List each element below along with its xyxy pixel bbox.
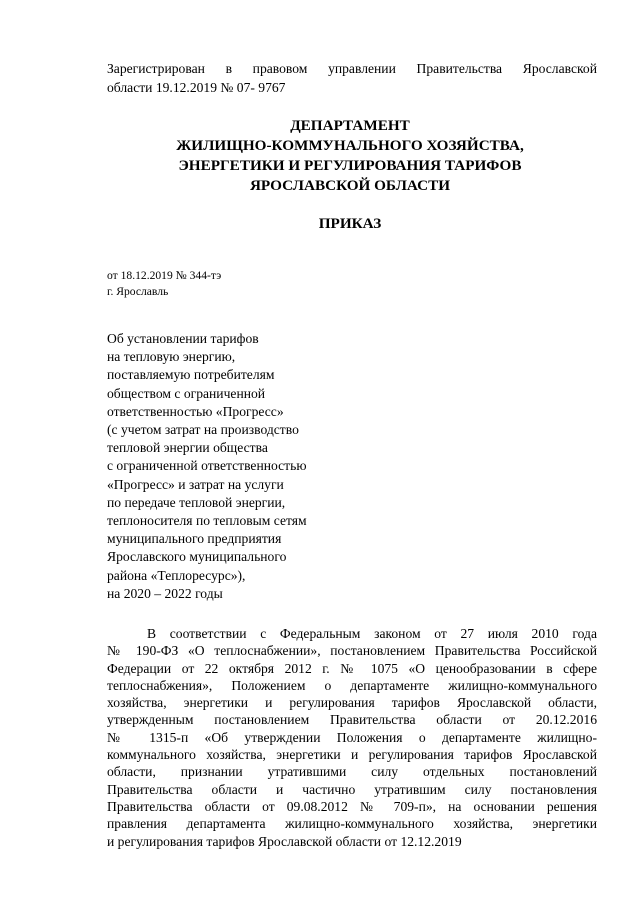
department-line-3: ЭНЕРГЕТИКИ И РЕГУЛИРОВАНИЯ ТАРИФОВ bbox=[178, 157, 522, 174]
body-line: Федерации от 22 октября 2012 г. № 1075 «О ценообразовании в сфере bbox=[107, 660, 597, 676]
body-line: В соответствии с Федеральным законом от 27 июля 2010 года bbox=[147, 626, 597, 641]
subject-line: с ограниченной ответственностью bbox=[107, 458, 307, 474]
body-line: Правительства области от 09.08.2012 № 709-п», на основании решения bbox=[107, 798, 597, 814]
registration-line-2: области 19.12.2019 № 07- 9767 bbox=[107, 80, 286, 95]
subject-line: теплоносителя по тепловым сетям bbox=[107, 513, 307, 529]
body-line: № 190-ФЗ «О теплоснабжении», постановлением Правительства Российской bbox=[107, 643, 597, 659]
subject-line: по передаче тепловой энергии, bbox=[107, 494, 286, 510]
department-line-4: ЯРОСЛАВСКОЙ ОБЛАСТИ bbox=[249, 177, 451, 194]
subject-line: обществом с ограниченной bbox=[107, 385, 266, 401]
preamble-paragraph bbox=[107, 625, 597, 850]
body-line: хозяйства, энергетики и регулирования тарифов Ярославской области, bbox=[107, 695, 597, 711]
subject-line: тепловой энергии общества bbox=[107, 440, 268, 456]
body-line: № 1315-п «Об утверждении Положения о департаменте жилищно- bbox=[107, 729, 597, 745]
subject-line: на 2020 – 2022 годы bbox=[107, 585, 223, 601]
department-line-2: ЖИЛИЩНО-КОММУНАЛЬНОГО ХОЗЯЙСТВА, bbox=[176, 137, 524, 154]
subject-line: муниципального предприятия bbox=[107, 531, 282, 547]
order-title: ПРИКАЗ bbox=[318, 215, 382, 232]
body-line: области, признании утратившими силу отдельных постановлений bbox=[107, 764, 597, 780]
registration-line-1: Зарегистрирован в правовом управлении Правительства Ярославской bbox=[107, 61, 597, 76]
body-line: правления департамента жилищно-коммунального хозяйства, энергетики bbox=[107, 816, 597, 832]
subject-line: поставляемую потребителям bbox=[107, 367, 275, 383]
order-city: г. Ярославль bbox=[107, 285, 169, 298]
subject-line: района «Теплоресурс»), bbox=[107, 567, 246, 583]
order-date-block bbox=[107, 268, 221, 300]
subject-line: (с учетом затрат на производство bbox=[107, 422, 299, 438]
body-line: коммунального хозяйства, энергетики и регулирования тарифов Ярославской bbox=[107, 747, 597, 763]
body-line: и регулирования тарифов Ярославской области от 12.12.2019 bbox=[107, 833, 462, 849]
subject-line: Об установлении тарифов bbox=[107, 331, 259, 346]
subject-line: ответственностью «Прогресс» bbox=[107, 403, 284, 419]
department-line-1: ДЕПАРТАМЕНТ bbox=[290, 117, 410, 134]
body-line: утвержденным постановлением Правительства области от 20.12.2016 bbox=[107, 712, 597, 728]
subject-line: на тепловую энергию, bbox=[107, 349, 236, 365]
subject-line: «Прогресс» и затрат на услуги bbox=[107, 476, 284, 492]
order-date-number: от 18.12.2019 № 344-тэ bbox=[107, 269, 222, 282]
body-line: теплоснабжения», Положением о департаменте жилищно-коммунального bbox=[107, 677, 597, 693]
order-subject bbox=[107, 330, 367, 603]
subject-line: Ярославского муниципального bbox=[107, 549, 287, 565]
registration-note bbox=[107, 59, 597, 97]
body-line: Правительства области и частично утратившим силу постановления bbox=[107, 781, 597, 797]
department-heading bbox=[90, 116, 610, 196]
